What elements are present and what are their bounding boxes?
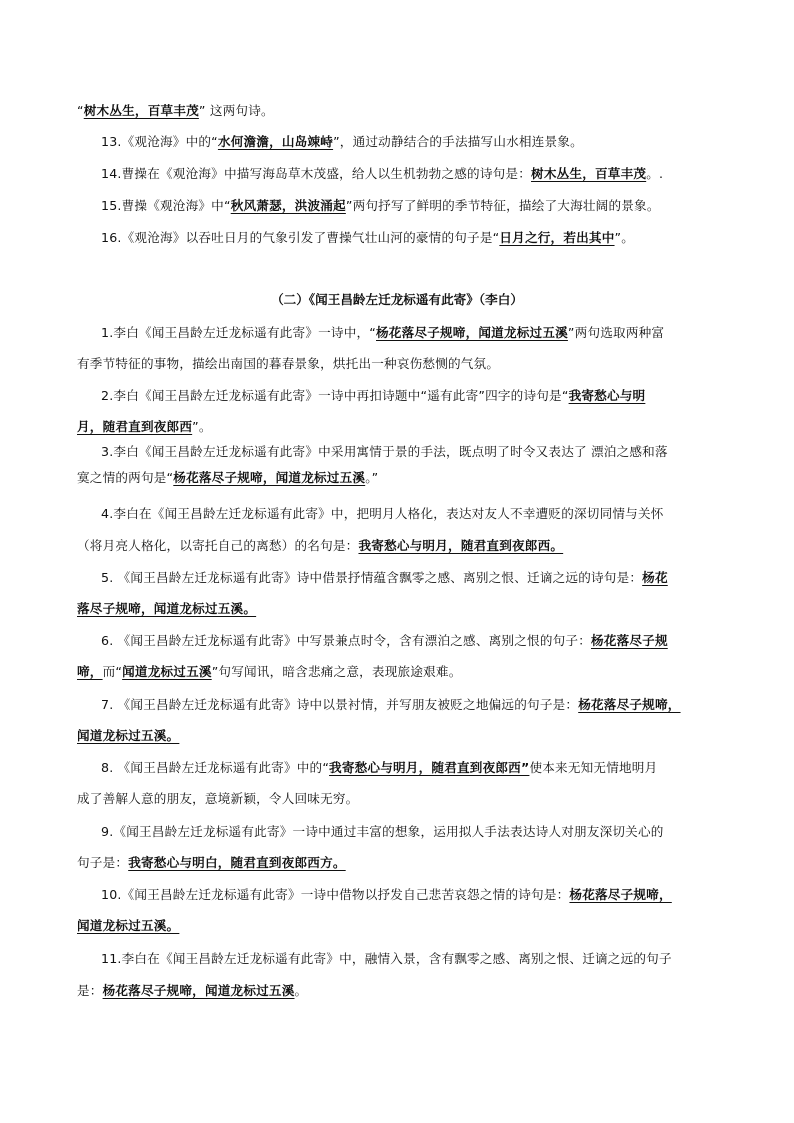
text-line-poem-tail bbox=[77, 102, 727, 120]
item-16 bbox=[101, 229, 751, 247]
text: 1.李白《闻王昌龄左迁龙标遥有此寄》一诗中，“ bbox=[101, 325, 377, 340]
text: 而“ bbox=[102, 664, 123, 679]
text: ”两句抒写了鲜明的季节特征，描绘了大海壮阔的景象。 bbox=[345, 198, 660, 213]
item-13 bbox=[101, 133, 751, 151]
text: 11.李白在《闻王昌龄左迁龙标遥有此寄》中，融情入景，含有飘零之感、离别之恨、迁谪之远的句子 bbox=[101, 951, 672, 966]
item-4 bbox=[101, 505, 751, 523]
text: 10.《闻王昌龄左迁龙标遥有此寄》一诗中借物以抒发自己悲苦哀怨之情的诗句是： bbox=[101, 887, 570, 902]
item-6-cont bbox=[77, 663, 727, 681]
answer-text: 杨花 bbox=[642, 570, 668, 585]
item-8 bbox=[101, 759, 751, 777]
answer-text: 秋风萧瑟，洪波涌起 bbox=[230, 198, 346, 213]
text: 4.李白在《闻王昌龄左迁龙标遥有此寄》中，把明月人格化，表达对友人不幸遭贬的深切同情与关怀 bbox=[101, 506, 664, 521]
item-1-cont bbox=[77, 355, 727, 373]
answer-text: 杨花落尽子规啼，闻道龙标过五溪 bbox=[376, 325, 568, 340]
text: 9.《闻王昌龄左迁龙标遥有此寄》一诗中通过丰富的想象，运用拟人手法表达诗人对朋友深切关心的 bbox=[101, 824, 664, 839]
answer-text: 我寄愁心与明 bbox=[568, 388, 646, 403]
text: 16.《观沧海》以吞吐日月的气象引发了曹操气壮山河的豪情的句子是“ bbox=[101, 230, 500, 245]
text: 3.李白《闻王昌龄左迁龙标遥有此寄》中采用寓情于景的手法，既点明了时令又表达了 漂泊之感和落 bbox=[101, 444, 668, 459]
text: 2.李白《闻王昌龄左迁龙标遥有此寄》一诗中再扣诗题中“遥有此寄”四字的诗句是“ bbox=[101, 388, 569, 403]
answer-text: 杨花落尽子规 bbox=[591, 633, 668, 648]
text: ”。 bbox=[192, 419, 212, 434]
text: 6. 《闻王昌龄左迁龙标遥有此寄》中写景兼点时令，含有漂泊之感、离别之恨的句子： bbox=[101, 633, 591, 648]
text: 有季节特征的事物，描绘出南国的暮春景象，烘托出一种哀伤愁恻的气氛。 bbox=[77, 356, 500, 371]
item-2-cont bbox=[77, 418, 727, 436]
text: ”，通过动静结合的手法描写山水相连景象。 bbox=[333, 134, 583, 149]
text: 寞之情的两句是“ bbox=[77, 470, 174, 485]
item-3-cont bbox=[77, 469, 727, 487]
text: 成了善解人意的朋友，意境新颖，令人回味无穷。 bbox=[77, 791, 359, 806]
answer-text: 杨花落尽子规啼， bbox=[569, 887, 672, 902]
text: 使本来无知无情地明月 bbox=[529, 760, 658, 775]
text: 14.曹操在《观沧海》中描写海岛草木茂盛，给人以生机勃勃之感的诗句是： bbox=[101, 166, 532, 181]
answer-text: 日月之行，若出其中 bbox=[499, 230, 615, 245]
text: ” 这两句诗。 bbox=[198, 103, 274, 118]
text: 句子是： bbox=[77, 855, 129, 870]
section-title: （二）《闻王昌龄左迁龙标遥有此寄》（李白） bbox=[271, 292, 523, 307]
item-1 bbox=[101, 324, 751, 342]
text: ”两句选取两种富 bbox=[567, 325, 665, 340]
answer-text: 树木丛生，百草丰茂 bbox=[531, 166, 647, 181]
item-6 bbox=[101, 632, 751, 650]
answer-text: 我寄愁心与明白，随君直到夜郎西方。 bbox=[128, 855, 346, 870]
answer-text: 落尽子规啼，闻道龙标过五溪。 bbox=[77, 601, 257, 616]
item-10-cont bbox=[77, 917, 727, 935]
item-9-cont bbox=[77, 854, 727, 872]
text: 8. 《闻王昌龄左迁龙标遥有此寄》中的“ bbox=[101, 760, 330, 775]
text: “ bbox=[77, 103, 84, 118]
item-11 bbox=[101, 950, 751, 968]
answer-text: 树木丛生，百草丰茂 bbox=[83, 103, 199, 118]
answer-text: 闻道龙标过五溪。 bbox=[77, 918, 180, 933]
text: 。” bbox=[365, 470, 379, 485]
item-15 bbox=[101, 197, 751, 215]
answer-text: 我寄愁心与明月，随君直到夜郎西” bbox=[329, 760, 530, 775]
answer-text: 闻道龙标过五溪。 bbox=[77, 728, 180, 743]
item-11-cont bbox=[77, 982, 727, 1000]
text: 13.《观沧海》中的“ bbox=[101, 134, 218, 149]
text: 是： bbox=[77, 983, 103, 998]
text: 5. 《闻王昌龄左迁龙标遥有此寄》诗中借景抒情蕴含飘零之感、离别之恨、迁谪之远的诗句是： bbox=[101, 570, 643, 585]
item-5-cont bbox=[77, 600, 727, 618]
item-8-cont bbox=[77, 790, 727, 808]
item-14 bbox=[101, 165, 751, 183]
text: ”。 bbox=[614, 230, 635, 245]
item-3 bbox=[101, 443, 751, 461]
answer-text: 月，随君直到夜郎西 bbox=[77, 419, 193, 434]
answer-text: 杨花落尽子规啼，闻道龙标过五溪 bbox=[102, 983, 295, 998]
answer-text: 杨花落尽子规啼，闻道龙标过五溪 bbox=[173, 470, 366, 485]
answer-text: 水何澹澹，山岛竦峙 bbox=[217, 134, 334, 149]
item-7 bbox=[101, 696, 751, 714]
text: 。. bbox=[646, 166, 664, 181]
answer-text: 啼， bbox=[77, 664, 103, 679]
text: 。 bbox=[294, 983, 308, 998]
item-5 bbox=[101, 569, 751, 587]
item-7-cont bbox=[77, 727, 727, 745]
item-9 bbox=[101, 823, 751, 841]
item-10 bbox=[101, 886, 751, 904]
text: ”句写闻讯，暗含悲痛之意，表现旅途艰难。 bbox=[211, 664, 462, 679]
answer-text: 我寄愁心与明月，随君直到夜郎西。 bbox=[358, 538, 564, 553]
text: 7. 《闻王昌龄左迁龙标遥有此寄》诗中以景衬情，并写朋友被贬之地偏远的句子是： bbox=[101, 697, 579, 712]
answer-text: 杨花落尽子规啼， bbox=[578, 697, 681, 712]
item-2 bbox=[101, 387, 751, 405]
text: （将月亮人格化，以寄托自己的离愁）的名句是： bbox=[77, 538, 359, 553]
answer-text: 闻道龙标过五溪 bbox=[122, 664, 212, 679]
text: 15.曹操《观沧海》中“ bbox=[101, 198, 231, 213]
item-4-cont bbox=[77, 537, 727, 555]
